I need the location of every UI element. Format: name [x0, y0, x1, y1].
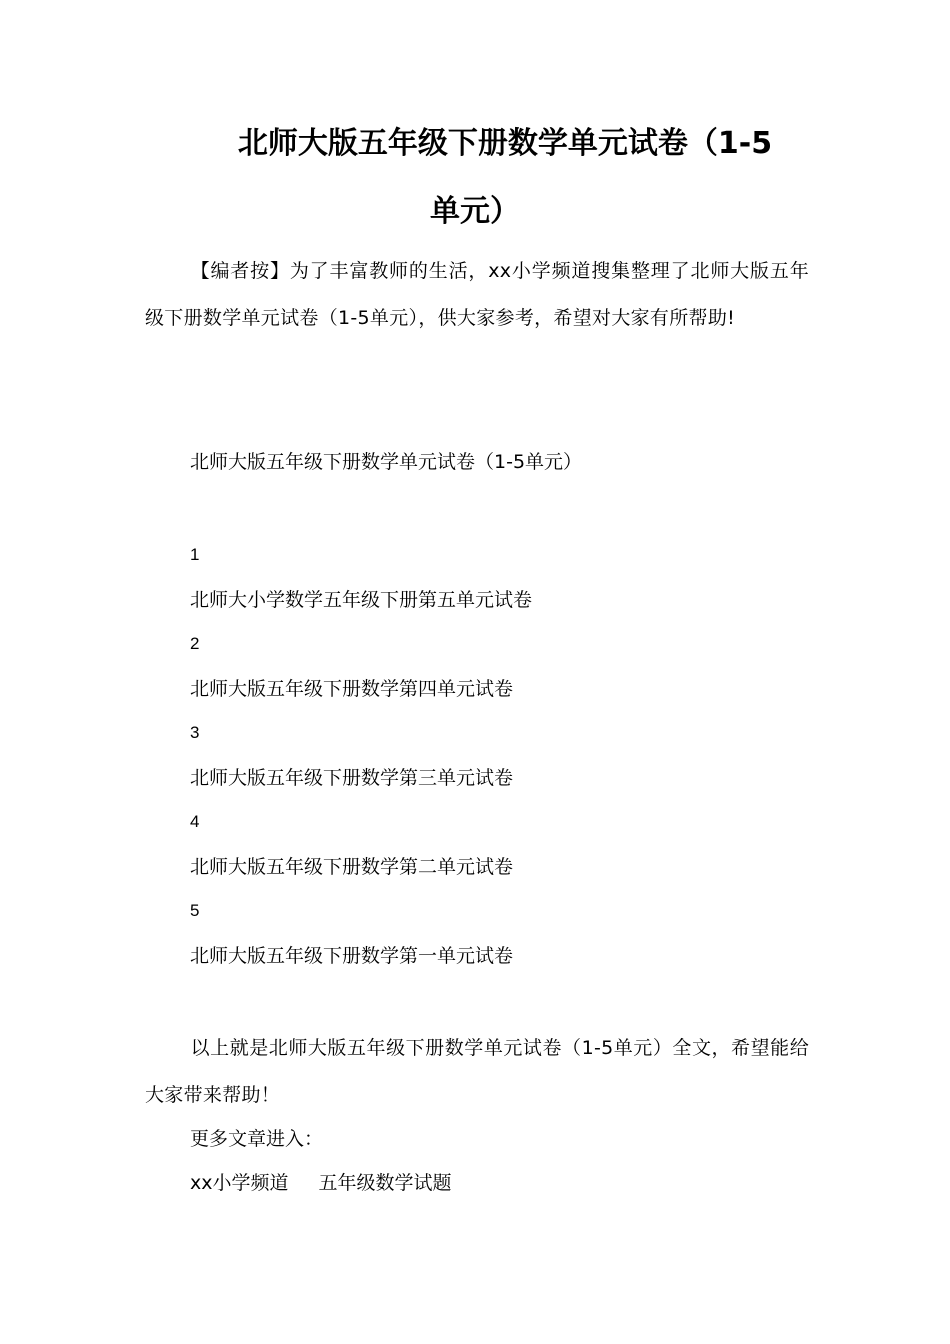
related-links — [190, 1168, 452, 1198]
document-title-line-2: 单元） — [430, 194, 520, 229]
document-title-line-1: 北师大版五年级下册数学单元试卷（1-5 — [237, 126, 773, 161]
intro-paragraph: 【编者按】为了丰富教师的生活，xx小学频道搜集整理了北师大版五年级下册数学单元试卷（1-5单元），供大家参考，希望对大家有所帮助! — [145, 260, 809, 329]
item-link[interactable]: 北师大版五年级下册数学第一单元试卷 — [190, 945, 514, 967]
link-xx-primary-channel[interactable]: xx小学频道 — [190, 1172, 289, 1194]
closing-paragraph: 以上就是北师大版五年级下册数学单元试卷（1-5单元）全文，希望能给大家带来帮助！ — [145, 1037, 809, 1106]
item-link[interactable]: 北师大版五年级下册数学第三单元试卷 — [190, 767, 514, 789]
item-link[interactable]: 北师大版五年级下册数学第四单元试卷 — [190, 678, 514, 700]
item-number: 2 — [190, 634, 200, 653]
item-link[interactable]: 北师大版五年级下册数学第二单元试卷 — [190, 856, 514, 878]
item-link[interactable]: 北师大小学数学五年级下册第五单元试卷 — [190, 589, 533, 611]
item-number: 5 — [190, 901, 200, 920]
item-number: 3 — [190, 723, 200, 742]
link-grade5-math-tests[interactable]: 五年级数学试题 — [318, 1172, 452, 1194]
item-number: 1 — [190, 545, 200, 564]
item-number: 4 — [190, 812, 200, 831]
subtitle: 北师大版五年级下册数学单元试卷（1-5单元） — [190, 451, 583, 473]
more-articles-label: 更多文章进入： — [190, 1128, 324, 1150]
